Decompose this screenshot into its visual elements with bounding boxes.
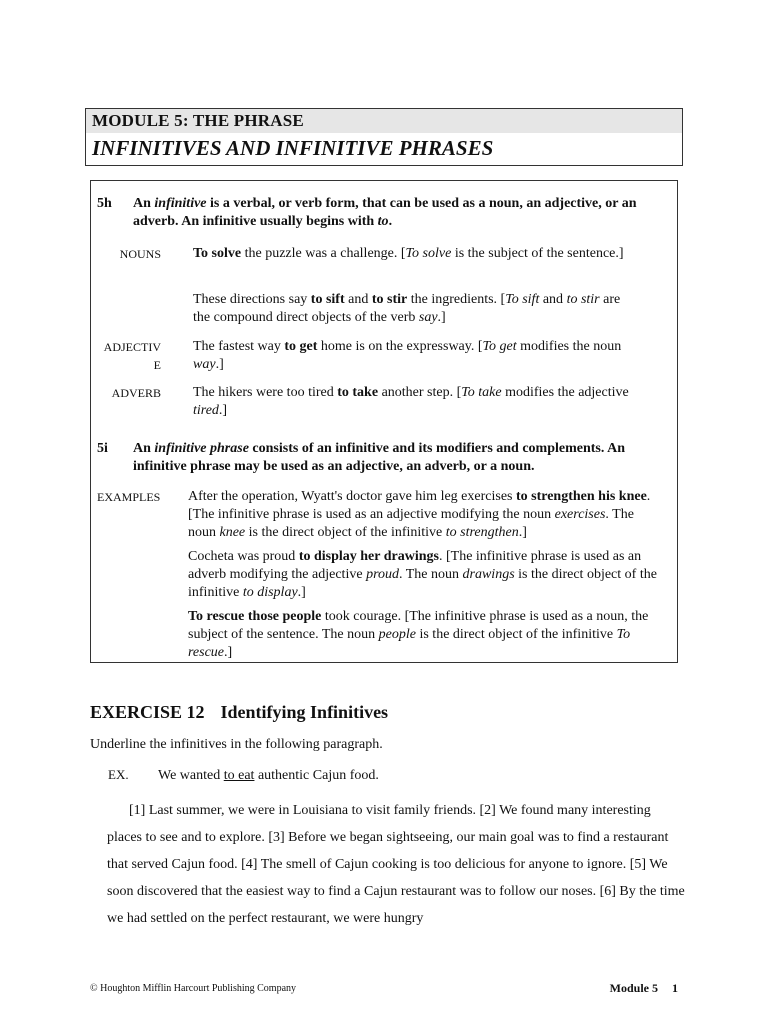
example-text: .] xyxy=(297,585,306,600)
rule-text xyxy=(133,440,657,476)
example-text: and xyxy=(539,292,567,307)
rule-term: infinitive phrase xyxy=(154,441,249,456)
infinitive-italic: to stir xyxy=(566,292,600,307)
example-text: home is on the expressway. [ xyxy=(317,339,483,354)
example-italic: to strengthen xyxy=(445,525,519,540)
example-text: . The noun xyxy=(188,507,634,540)
exercise-paragraph xyxy=(107,797,687,932)
footer-module: Module 5 xyxy=(609,981,658,995)
example-text: modifies the noun xyxy=(516,339,622,354)
example-text: the puzzle was a challenge. [ xyxy=(241,246,406,261)
label-examples: EXAMPLES xyxy=(97,490,161,504)
label-adjective-line2: E xyxy=(153,358,161,372)
example-italic: exercises xyxy=(554,507,606,522)
label-adverb: ADVERB xyxy=(111,386,161,400)
example-text: .] xyxy=(437,310,446,325)
example-text: authentic Cajun food. xyxy=(254,768,379,783)
example-text: . [The infinitive phrase is used as an adjective modifying the noun xyxy=(188,489,651,522)
example-text: and xyxy=(344,292,372,307)
rule-text-part: An xyxy=(133,441,155,456)
rule-number: 5i xyxy=(97,441,108,456)
rule-text-part: . xyxy=(388,214,393,229)
infinitive-phrase-bold: to strengthen his knee xyxy=(515,489,647,504)
example-text: The fastest way xyxy=(193,339,285,354)
infinitive-phrase-bold: To rescue those people xyxy=(188,609,322,624)
example-label: EX. xyxy=(108,767,129,782)
example-text: .] xyxy=(215,357,224,372)
rule-term: to xyxy=(377,214,389,229)
infinitive-italic: To take xyxy=(461,385,502,400)
module-header xyxy=(85,108,683,166)
adverb-example xyxy=(193,384,633,420)
infinitive-italic: To solve xyxy=(405,246,452,261)
example-text: is the direct object of the infinitive xyxy=(245,525,446,540)
example-italic: knee xyxy=(219,525,246,540)
rule-box xyxy=(90,180,678,663)
underlined-infinitive: to eat xyxy=(223,768,255,783)
footer-page-info xyxy=(610,981,678,996)
phrase-example-3 xyxy=(188,608,658,662)
infinitive-italic: say xyxy=(418,310,438,325)
example-text: the ingredients. [ xyxy=(407,292,506,307)
noun-example-1 xyxy=(193,245,633,263)
label-nouns: NOUNS xyxy=(119,247,161,261)
example-text: We wanted xyxy=(158,768,224,783)
rule-term: infinitive xyxy=(154,196,207,211)
exercise-title xyxy=(90,702,388,723)
example-text: After the operation, Wyatt's doctor gave him leg exercises xyxy=(188,489,516,504)
example-text: took courage. [The infinitive phrase is used as a noun, the subject of the sentence. The noun xyxy=(188,609,649,642)
rule-text-part: consists of an infinitive and its modifiers and complements. An infinitive phrase may be used as an adjective, an adverb, or a noun. xyxy=(133,441,626,474)
exercise-label: EXERCISE 12 xyxy=(90,702,205,722)
example-text: is the direct object of the infinitive xyxy=(188,567,657,600)
module-label: MODULE 5: THE PHRASE xyxy=(86,109,682,133)
phrase-example-1 xyxy=(188,488,658,542)
example-text: is the subject of the sentence.] xyxy=(451,246,624,261)
paragraph-text: [1] Last summer, we were in Louisiana to visit family friends. [2] We found many interesting places to see and to explore. [3] Before we began sightseeing, our main goal was to find a restaurant that served Cajun food. [4] The smell of Cajun cooking is too delicious for anyone to ignore. [5] We soon discovered that the easiest way to find a Cajun restaurant was to follow our noses. [6] By the time we had settled on the perfect restaurant, we were hungry xyxy=(107,803,685,926)
rule-text-part: is a verbal, or verb form, that can be used as a noun, an adjective, or an adverb. An infinitive usually begins with xyxy=(133,196,637,229)
infinitive-phrase-bold: to display her drawings xyxy=(298,549,439,564)
example-italic: to display xyxy=(242,585,298,600)
exercise-heading: Identifying Infinitives xyxy=(220,702,389,722)
infinitive-bold: to take xyxy=(337,385,379,400)
adjective-example xyxy=(193,338,633,374)
example-text: another step. [ xyxy=(378,385,462,400)
example-text: modifies the adjective xyxy=(501,385,629,400)
example-text: . The noun xyxy=(399,567,463,582)
infinitive-bold: to stir xyxy=(371,292,408,307)
label-adjective xyxy=(97,338,161,374)
example-text: The hikers were too tired xyxy=(193,385,338,400)
infinitive-bold: to get xyxy=(284,339,318,354)
label-adjective-line1: ADJECTIV xyxy=(103,340,161,354)
infinitive-italic: tired xyxy=(193,403,219,418)
exercise-example xyxy=(108,767,379,784)
example-italic: proud xyxy=(366,567,399,582)
rule-text-part: An xyxy=(133,196,155,211)
rule-text xyxy=(133,195,657,231)
infinitive-bold: to sift xyxy=(310,292,345,307)
infinitive-italic: To sift xyxy=(505,292,540,307)
page-title: INFINITIVES AND INFINITIVE PHRASES xyxy=(92,136,494,160)
footer-copyright: © Houghton Mifflin Harcourt Publishing Company xyxy=(90,983,297,994)
example-text: is the direct object of the infinitive xyxy=(415,627,617,642)
example-text: These directions say xyxy=(193,292,311,307)
rule-5i xyxy=(97,440,657,476)
page-number: 1 xyxy=(672,981,678,995)
infinitive-bold: To solve xyxy=(193,246,242,261)
example-italic: people xyxy=(378,627,416,642)
infinitive-italic: way xyxy=(193,357,216,372)
example-text: .] xyxy=(218,403,228,418)
example-text: Cocheta was proud xyxy=(188,549,299,564)
rule-number: 5h xyxy=(97,196,112,211)
example-italic: To rescue xyxy=(188,627,631,660)
infinitive-italic: To get xyxy=(482,339,517,354)
rule-5h xyxy=(97,195,657,231)
phrase-example-2 xyxy=(188,548,658,602)
example-text: .] xyxy=(224,645,233,660)
example-text: are the compound direct objects of the verb xyxy=(193,292,621,325)
noun-example-2 xyxy=(193,291,633,327)
example-italic: drawings xyxy=(462,567,515,582)
example-text: .] xyxy=(518,525,527,540)
exercise-instructions: Underline the infinitives in the following paragraph. xyxy=(90,737,383,752)
example-text: . [The infinitive phrase is used as an adverb modifying the adjective xyxy=(188,549,642,582)
